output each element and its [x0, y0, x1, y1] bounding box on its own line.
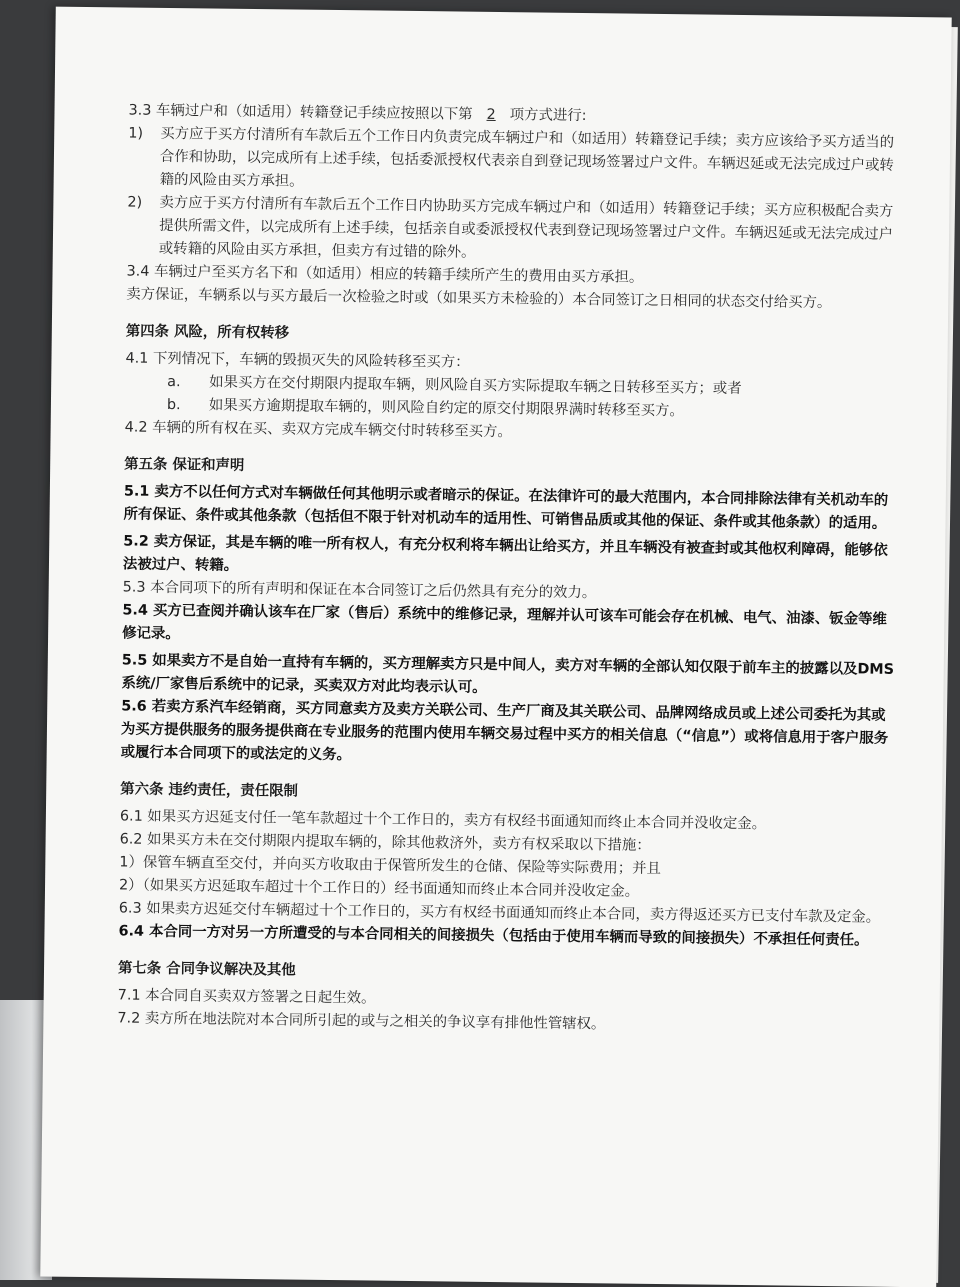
clause-6-2-item-1: 1）保管车辆直至交付，并向买方收取由于保管所发生的仓储、保险等实际费用；并且 [119, 854, 662, 878]
clause-6-1: 6.1 如果买方迟延支付任一笔车款超过十个工作日的，卖方有权经书面通知而终止本合同并没收定金。 [119, 808, 767, 833]
clause-5-6: 5.6 若卖方系汽车经销商，买方同意卖方及卖方关联公司、生产厂商及其关联公司、品牌网络成员或上述公司委托为其或为买方提供服务的服务提供商在专业服务的范围内使用车辆交易过程中买方的相关信息（“信息”）或将信息用于客户服务或履行本合同项下的或法定的义务。 [120, 698, 889, 764]
section-7-title: 第七条 合同争议解决及其他 [117, 960, 296, 979]
document-body [117, 99, 902, 1039]
clause-5-3: 5.3 本合同项下的所有声明和保证在本合同签订之后仍然具有充分的效力。 [122, 579, 597, 602]
clause-3-3-option-2: 2) 卖方应于买方付清所有车款后五个工作日内协助买方完成车辆过户和（如适用）转籍登记手续；买方应积极配合卖方提供所需文件，以完成所有上述手续，包括亲自或委派授权代表到登记现场签署过户文件。车辆迟延或无法完成过户或转籍的风险由买方承担，但卖方有过错的除外。 [127, 194, 894, 261]
blank-value: 2 [486, 106, 496, 123]
clause-5-5: 5.5 如果卖方不是自始一直持有车辆的，买方理解卖方只是中间人，卖方对车辆的全部认知仅限于前车主的披露以及DMS系统/厂家售后系统中的记录，买卖双方对此均表示认可。 [121, 652, 895, 696]
section-4-title: 第四条 风险，所有权转移 [125, 323, 290, 342]
document-page [40, 7, 951, 1287]
clause-3-3: 3.3 车辆过户和（如适用）转籍登记手续应按照以下第 2 项方式进行: [128, 102, 587, 125]
clause-3-4: 3.4 车辆过户至买方名下和（如适用）相应的转籍手续所产生的费用由买方承担。 [126, 263, 644, 286]
clause-5-1: 5.1 卖方不以任何方式对车辆做任何其他明示或者暗示的保证。在法律许可的最大范围内，本合同排除法律有关机动车的所有保证、条件或其他条款（包括但不限于针对机动车的适用性、可销售品质或其他的保证、条件或其他条款）的适用。 [123, 483, 889, 532]
section-5-title: 第五条 保证和声明 [124, 456, 245, 474]
clause-6-3: 6.3 如果卖方迟延交付车辆超过十个工作日的，买方有权经书面通知而终止本合同，卖方得返还买方已支付车款及定金。 [118, 900, 881, 926]
clause-3-3-option-1: 1) 买方应于买方付清所有车款后五个工作日内负责完成车辆过户和（如适用）转籍登记手续；卖方应该给予买方适当的合作和协助，以完成所有上述手续，包括委派授权代表亲自到登记现场签署过户文件。车辆迟延或无法完成过户或转籍的风险由买方承担。 [128, 125, 895, 190]
section-6-title: 第六条 违约责任，责任限制 [120, 781, 299, 800]
clause-6-2: 6.2 如果买方未在交付期限内提取车辆的，除其他救济外，卖方有权采取以下措施： [119, 831, 651, 854]
clause-4-1-b: b. 如果买方逾期提取车辆的，则风险自约定的原交付期限界满时转移至买方。 [166, 396, 684, 420]
clause-5-4: 5.4 买方已查阅并确认该车在厂家（售后）系统中的维修记录，理解并认可该车可能会存在机械、电气、油漆、钣金等维修记录。 [122, 602, 887, 643]
clause-4-2: 4.2 车辆的所有权在买、卖双方完成车辆交付时转移至买方。 [124, 419, 512, 441]
clause-7-2: 7.2 卖方所在地法院对本合同所引起的或与之相关的争议享有排他性管辖权。 [117, 1010, 606, 1033]
clause-6-2-item-2: 2）（如果买方迟延取车超过十个工作日的）经书面通知而终止本合同并没收定金。 [118, 877, 640, 900]
clause-7-1: 7.1 本合同自买卖双方签署之日起生效。 [117, 987, 376, 1007]
clause-3-5: 卖方保证，车辆系以与买方最后一次检验之时或（如果买方未检验的）本合同签订之日相同的状态交付给买方。 [126, 286, 832, 312]
clause-4-1-a: a. 如果买方在交付期限内提取车辆，则风险自买方实际提取车辆之日转移至买方；或者 [167, 373, 742, 397]
clause-6-4: 6.4 本合同一方对另一方所遭受的与本合同相关的间接损失（包括由于使用车辆而导致的间接损失）不承担任何责任。 [118, 923, 869, 949]
clause-5-2: 5.2 卖方保证，其是车辆的唯一所有权人，有充分权利将车辆出让给买方，并且车辆没有被查封或其他权利障碍，能够依法被过户、转籍。 [122, 533, 888, 574]
clause-4-1: 4.1 下列情况下，车辆的毁损灭失的风险转移至买方： [125, 350, 470, 371]
